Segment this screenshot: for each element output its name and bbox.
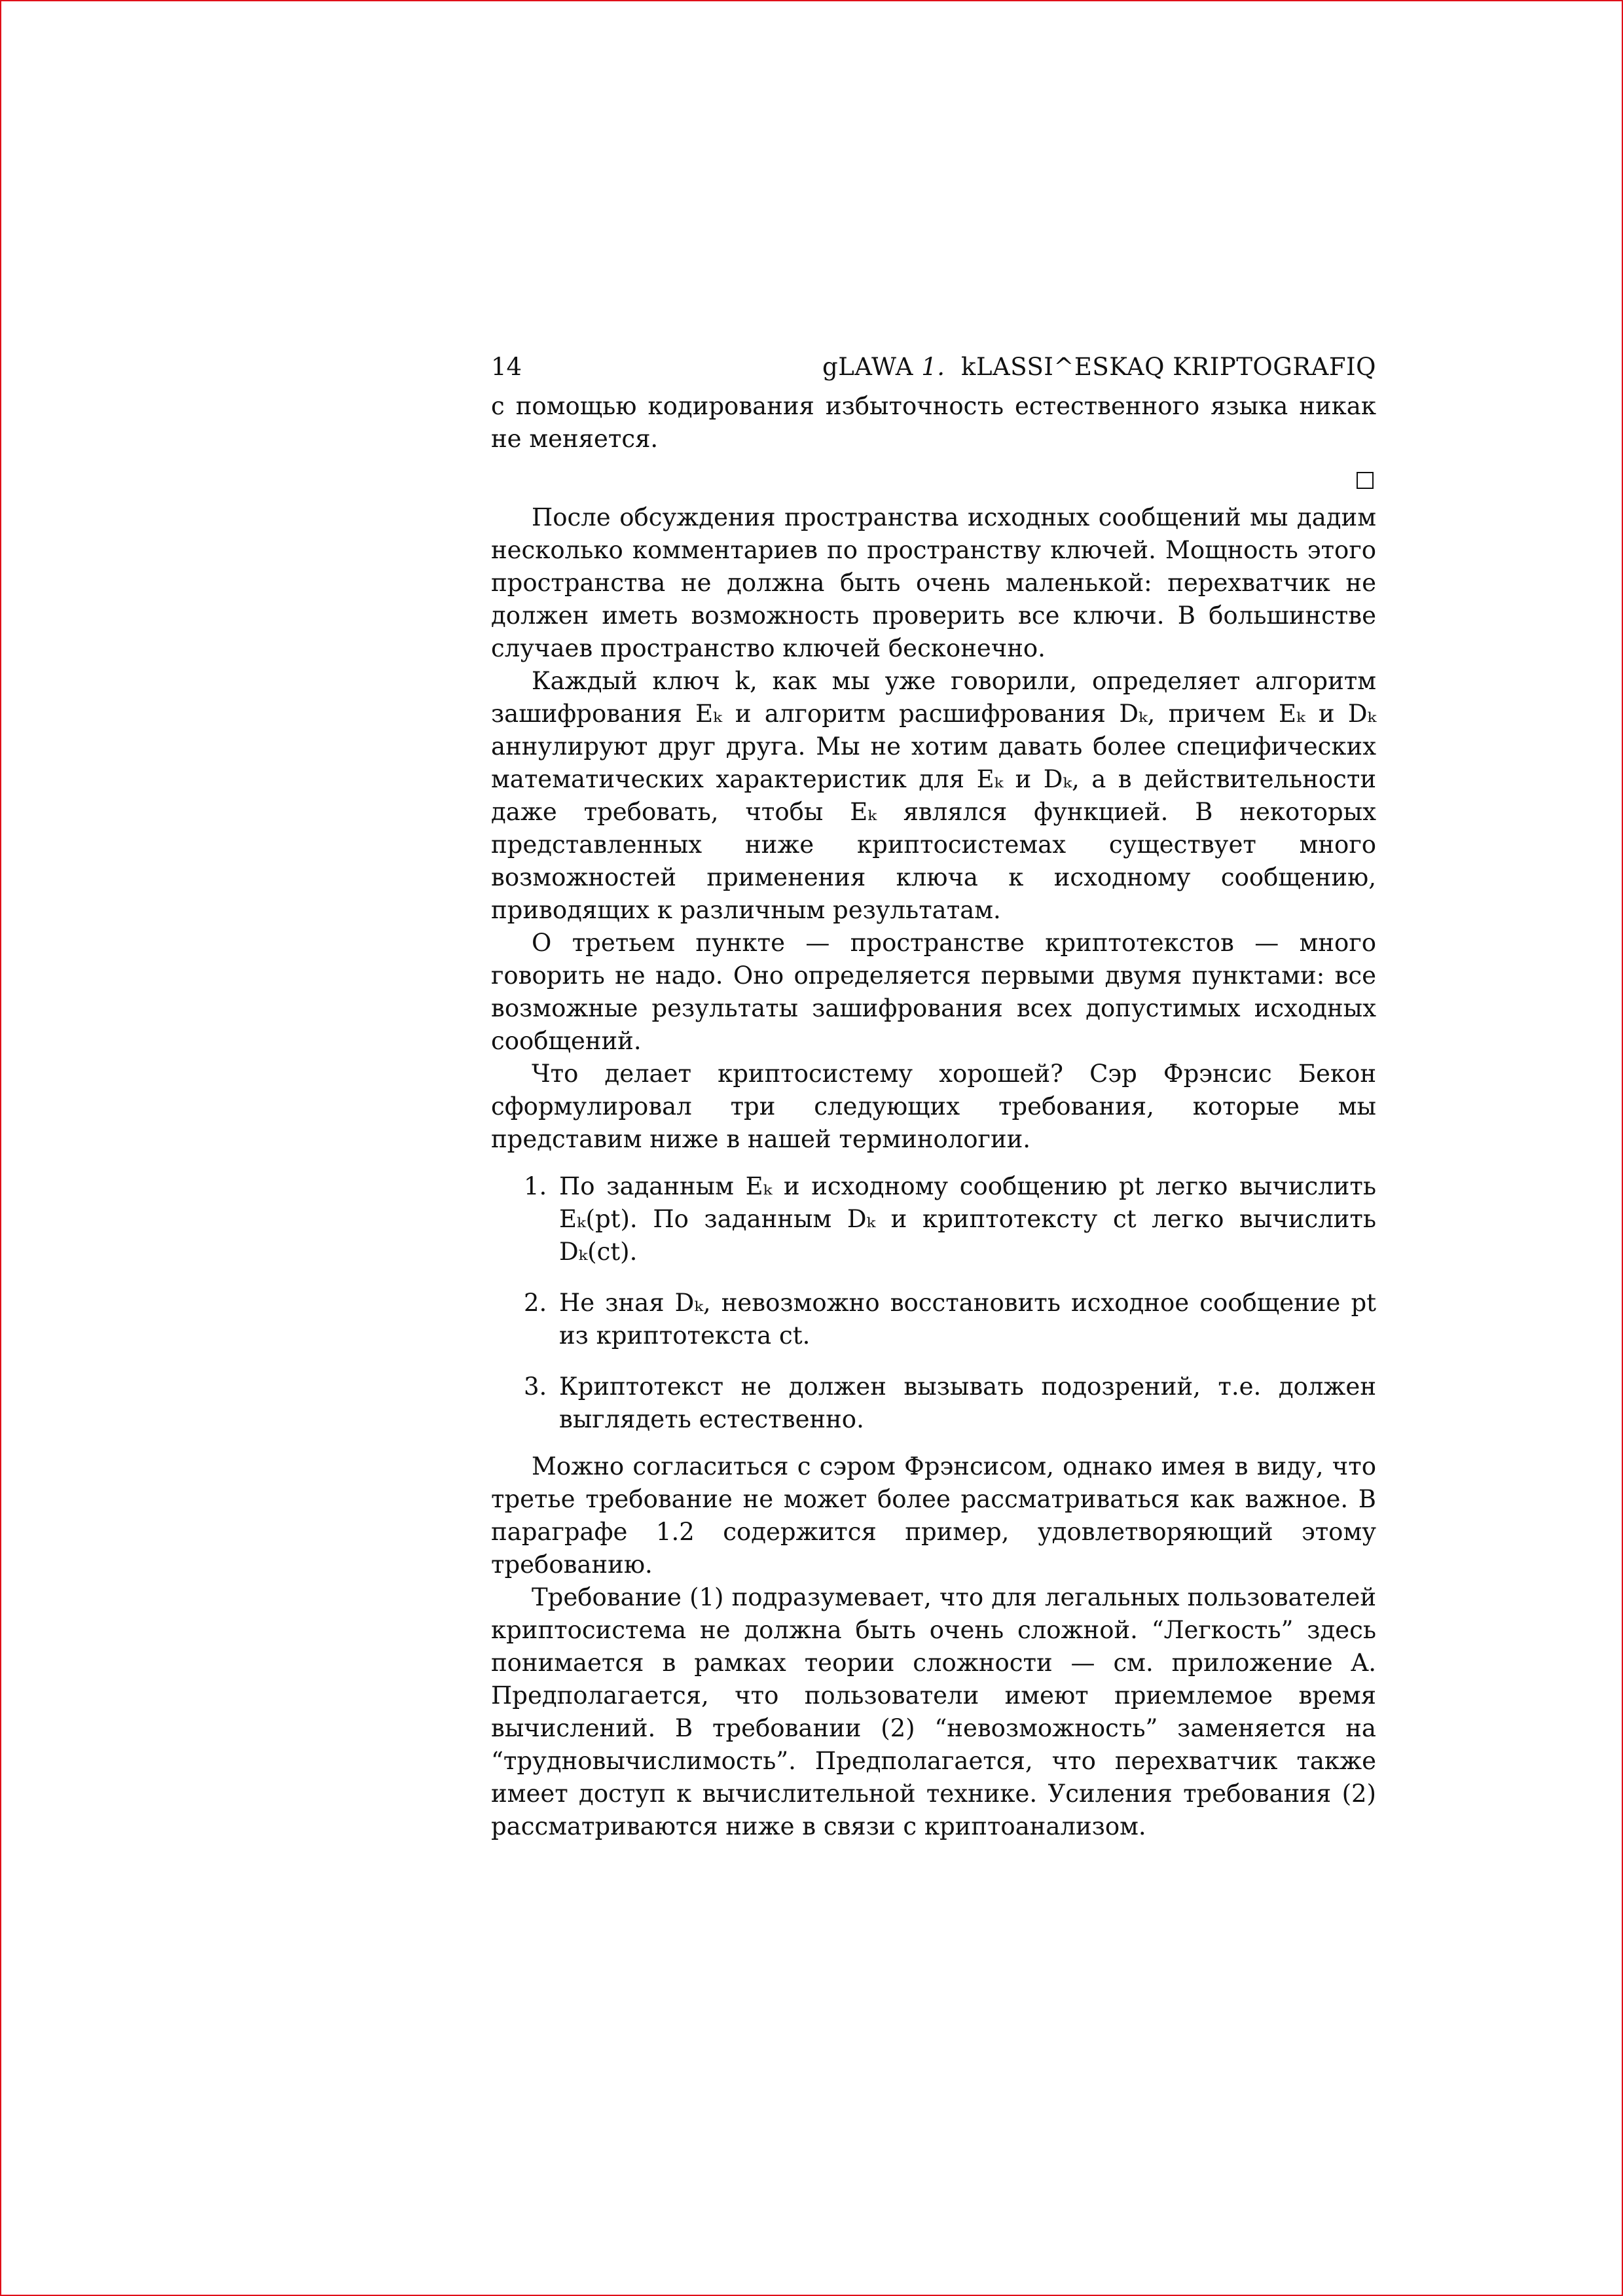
qed-square-icon <box>1357 472 1374 489</box>
running-head <box>491 346 1376 390</box>
paragraph-1: с помощью кодирования избыточность естественного языка никак не меняется. <box>491 392 1376 453</box>
chapter-heading <box>822 351 1376 384</box>
list-item-text: Криптотекст не должен вызывать подозрений, т.е. должен выглядеть естественно. <box>559 1372 1376 1433</box>
list-item-number: 2. <box>524 1289 547 1317</box>
chapter-title: kLASSI^ESKAQ KRIPTOGRAFIQ <box>961 353 1376 381</box>
end-of-proof <box>491 462 1376 495</box>
paragraph-2: После обсуждения пространства исходных сообщений мы дадим несколько комментариев по пространству ключей. Мощность этого пространства не должна быть очень маленькой: перехватчик не должен иметь возможность проверить все ключи. В большинстве случаев пространство ключей бесконечно. <box>491 503 1376 662</box>
requirements-list <box>491 1170 1376 1436</box>
list-item-number: 3. <box>524 1372 547 1401</box>
list-item-text: По заданным Eₖ и исходному сообщению pt легко вычислить Eₖ(pt). По заданным Dₖ и криптотексту ct легко вычислить Dₖ(ct). <box>559 1172 1376 1266</box>
list-item-text: Не зная Dₖ, невозможно восстановить исходное сообщение pt из криптотекста ct. <box>559 1289 1376 1350</box>
paragraph-6: Можно согласиться с сэром Фрэнсисом, однако имея в виду, что третье требование не может более рассматриваться как важное. В параграфе 1.2 содержится пример, удовлетворяющий этому требованию. <box>491 1452 1376 1579</box>
paragraph-7: Требование (1) подразумевает, что для легальных пользователей криптосистема не должна быть очень сложной. “Легкость” здесь понимается в рамках теории сложности — см. приложение A. Предполагается, что пользователи имеют приемлемое время вычислений. В требовании (2) “невозможность” заменяется на “трудновычислимость”. Предполагается, что перехватчик также имеет доступ к вычислительной технике. Усиления требования (2) рассматриваются ниже в связи с криптоанализом. <box>491 1583 1376 1840</box>
list-item <box>491 1371 1376 1436</box>
list-item <box>491 1287 1376 1352</box>
page-content <box>491 346 1376 1843</box>
chapter-prefix: gLAWA <box>822 353 922 381</box>
paragraph-4: О третьем пункте — пространстве криптотекстов — много говорить не надо. Оно определяется первыми двумя пунктами: все возможные результаты зашифрования всех допустимых исходных сообщений. <box>491 929 1376 1055</box>
list-item <box>491 1170 1376 1268</box>
list-item-number: 1. <box>524 1172 547 1200</box>
page-number: 14 <box>491 353 522 381</box>
paragraph-5: Что делает криптосистему хорошей? Сэр Фрэнсис Бекон сформулировал три следующих требования, которые мы представим ниже в нашей терминологии. <box>491 1060 1376 1153</box>
paragraph-3: Каждый ключ k, как мы уже говорили, определяет алгоритм зашифрования Eₖ и алгоритм расшифрования Dₖ, причем Eₖ и Dₖ аннулируют друг друга. Мы не хотим давать более специфических математических характеристик для Eₖ и Dₖ, а в действительности даже требовать, чтобы Eₖ являлся функцией. В некоторых представленных ниже криптосистемах существует много возможностей применения ключа к исходному сообщению, приводящих к различным результатам. <box>491 667 1376 924</box>
chapter-number: 1. <box>921 353 945 381</box>
